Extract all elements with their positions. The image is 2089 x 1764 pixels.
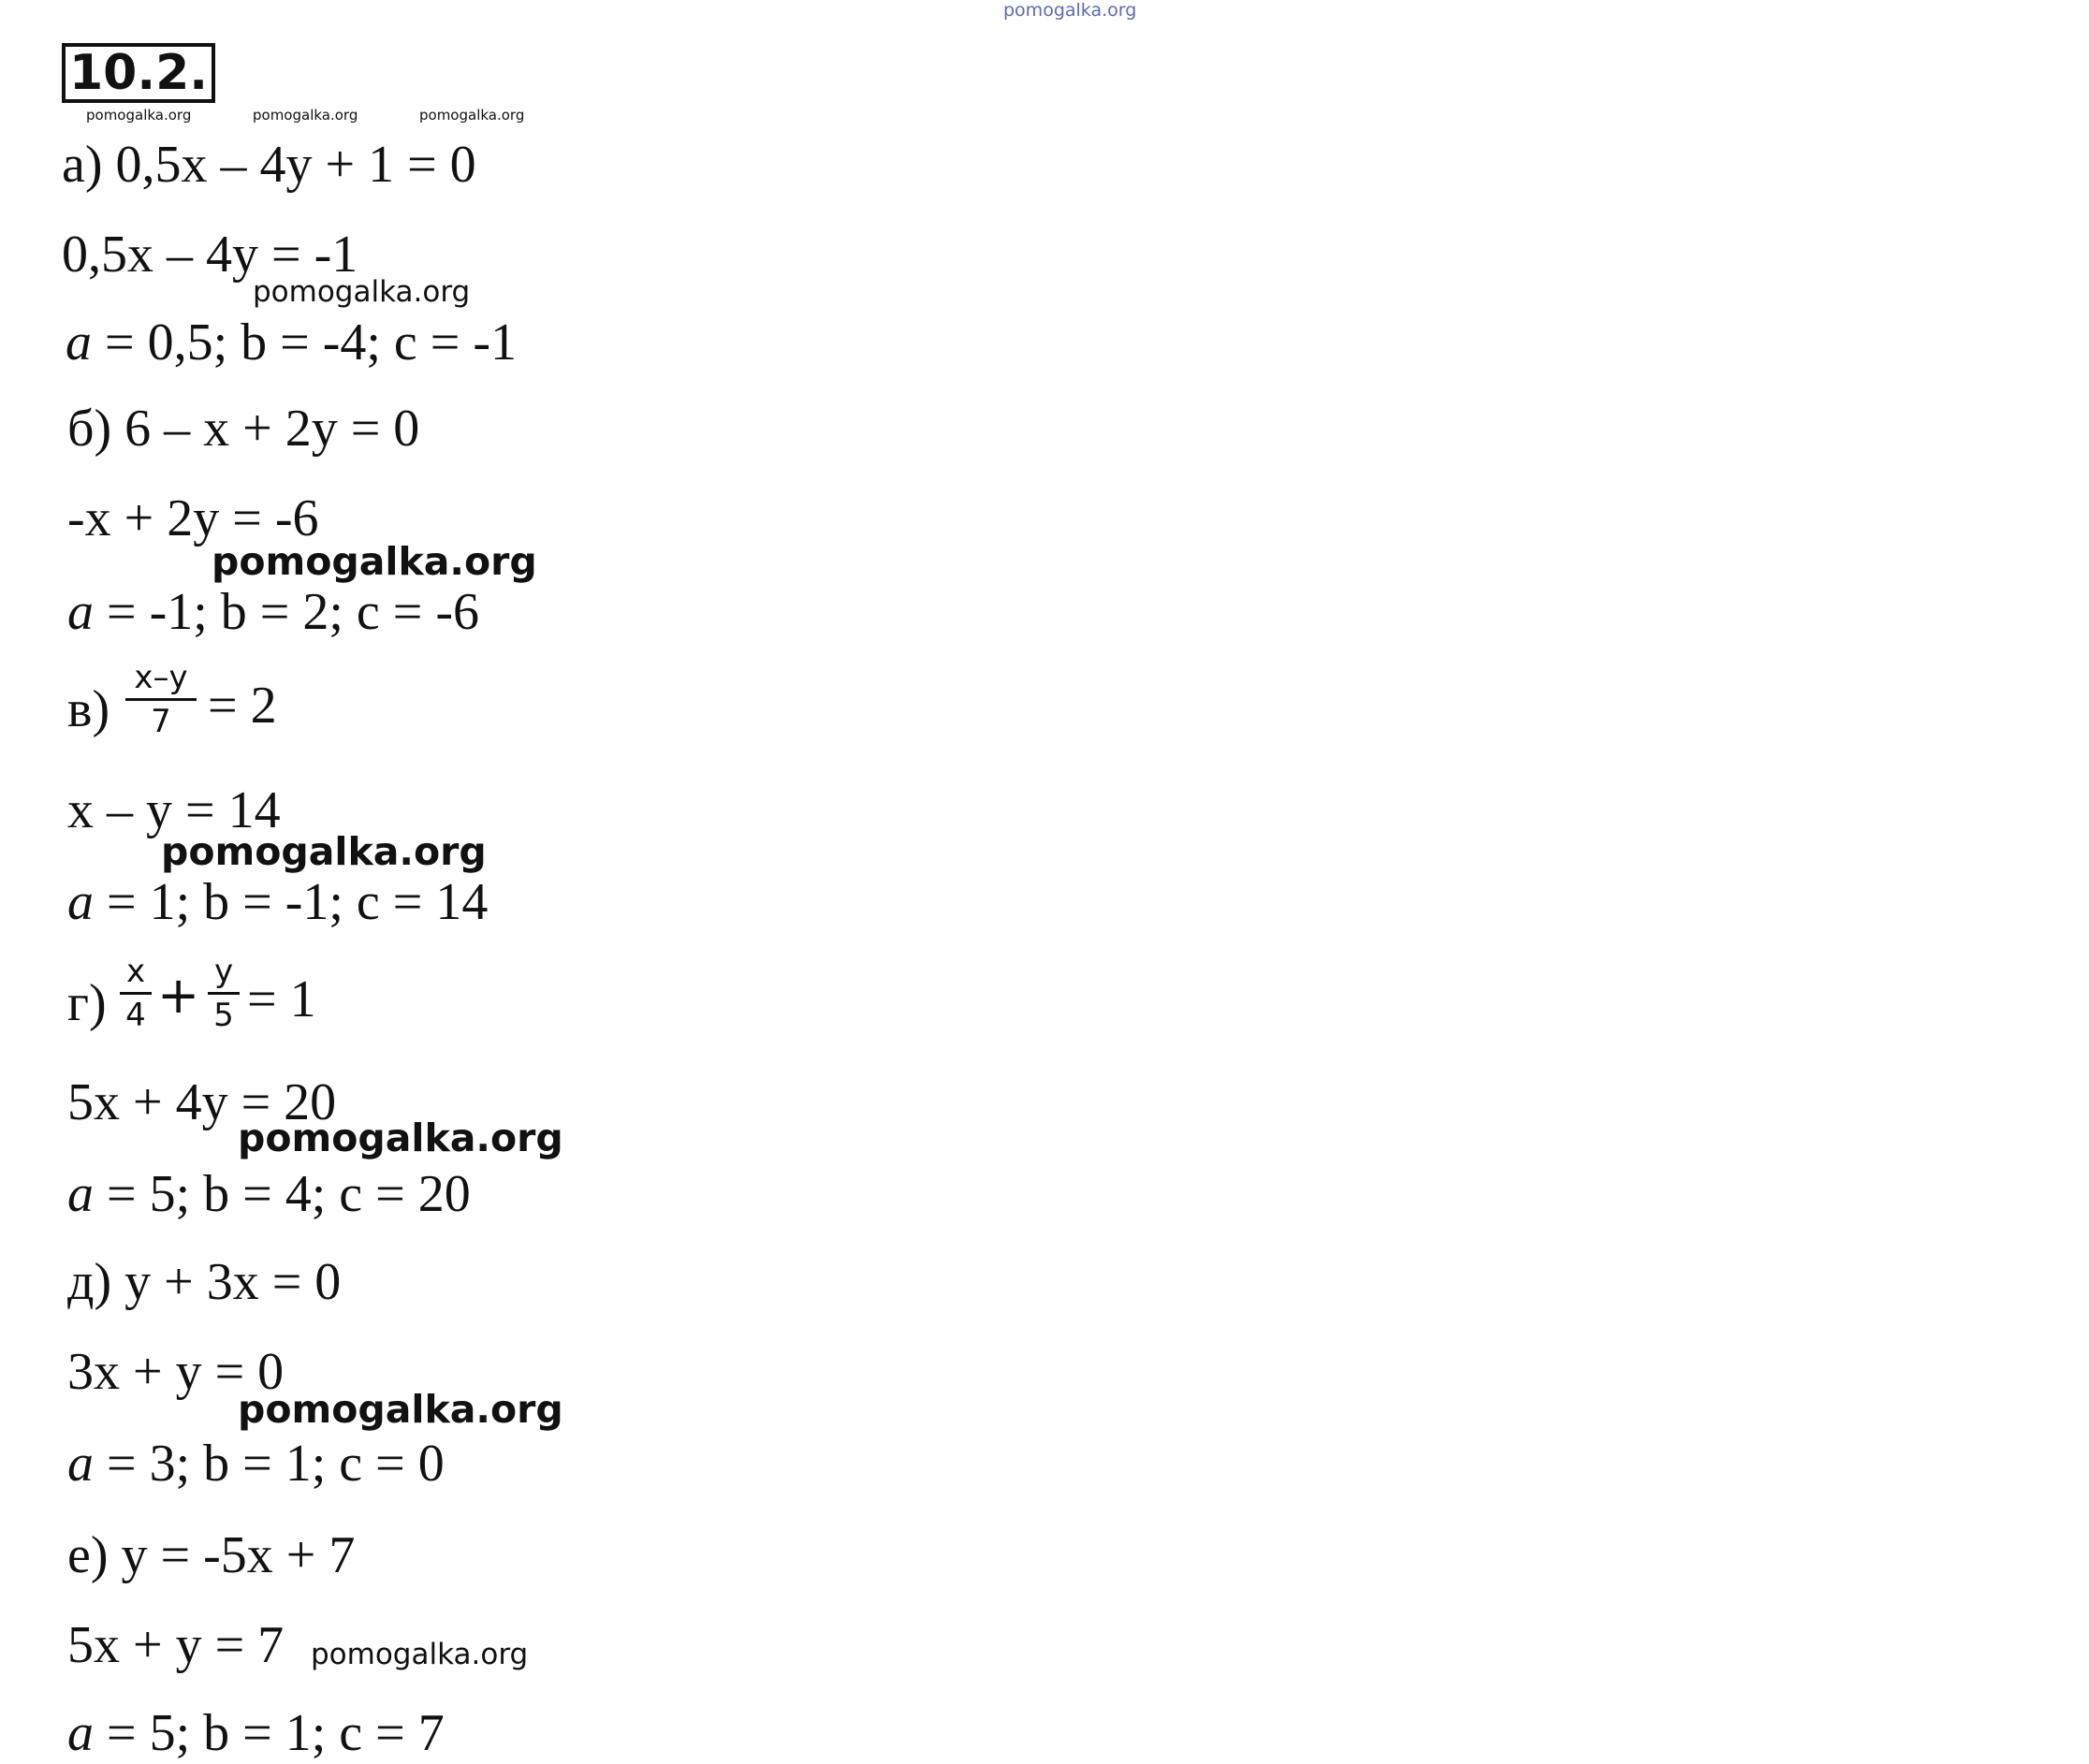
item-g-rhs: = 1 (247, 970, 316, 1028)
item-e-equation: е) y = -5x + 7 (67, 1526, 356, 1584)
item-e-step: 5x + y = 7 (67, 1616, 285, 1674)
item-d-equation: д) y + 3x = 0 (67, 1253, 342, 1311)
item-b-answer-rest: = -1; b = 2; c = -6 (94, 583, 480, 641)
coef-b-var: a (67, 583, 94, 641)
item-e-answer-rest: = 5; b = 1; c = 7 (94, 1704, 445, 1762)
item-d-answer-rest: = 3; b = 1; c = 0 (94, 1435, 445, 1493)
item-g-answer-rest: = 5; b = 4; c = 20 (94, 1165, 471, 1223)
item-g-answer (67, 1164, 471, 1224)
watermark-small-2: pomogalka.org (253, 107, 358, 124)
item-a-answer-rest: = 0,5; b = -4; c = -1 (92, 313, 518, 372)
fraction-bar (125, 698, 197, 701)
item-a-answer (66, 313, 517, 372)
item-g-denominator-2: 5 (213, 997, 234, 1034)
watermark-e: pomogalka.org (311, 1638, 529, 1671)
item-v-numerator: x–y (134, 659, 188, 696)
item-a-step: 0,5x – 4y = -1 (62, 226, 358, 284)
watermark-d: pomogalka.org (238, 1387, 563, 1432)
coef-g-var: a (67, 1165, 94, 1223)
item-g-step: 5x + 4y = 20 (67, 1073, 337, 1131)
item-e-answer (67, 1703, 445, 1763)
watermark-small-1: pomogalka.org (86, 107, 192, 124)
item-b-step: -x + 2y = -6 (67, 489, 319, 547)
item-v-prefix: в) (67, 680, 110, 738)
watermark-b: pomogalka.org (212, 539, 537, 584)
item-g-plus: + (157, 966, 200, 1025)
coef-d-var: a (67, 1435, 94, 1493)
coef-a-var: a (66, 313, 92, 372)
item-g-numerator-2: y (213, 953, 234, 990)
item-b-answer (67, 582, 479, 642)
item-d-answer (67, 1434, 445, 1494)
item-v-rhs: = 2 (208, 677, 277, 735)
coef-e-var: a (67, 1704, 94, 1762)
problem-number: 10.2. (62, 43, 215, 103)
item-g-fraction-1 (120, 953, 152, 1034)
watermark-top: pomogalka.org (1003, 0, 1137, 21)
fraction-bar (120, 992, 152, 995)
item-g-numerator-1: x (125, 953, 146, 990)
watermark-a: pomogalka.org (253, 275, 471, 309)
watermark-v: pomogalka.org (161, 829, 487, 874)
item-v-fraction (125, 659, 197, 740)
item-a-equation: а) 0,5x – 4y + 1 = 0 (62, 136, 476, 194)
item-v-step: x – y = 14 (67, 781, 281, 839)
coef-v-var: a (67, 873, 94, 931)
watermark-small-3: pomogalka.org (419, 107, 525, 124)
item-b-equation: б) 6 – x + 2y = 0 (67, 400, 420, 458)
item-g-fraction-2 (208, 953, 240, 1034)
item-g-prefix: г) (67, 974, 107, 1032)
item-g-denominator-1: 4 (125, 997, 146, 1034)
fraction-bar (208, 992, 240, 995)
item-v-answer (67, 872, 488, 932)
watermark-g: pomogalka.org (238, 1115, 563, 1160)
item-d-step: 3x + y = 0 (67, 1343, 285, 1401)
item-v-answer-rest: = 1; b = -1; c = 14 (94, 873, 489, 931)
item-v-denominator: 7 (151, 703, 171, 740)
